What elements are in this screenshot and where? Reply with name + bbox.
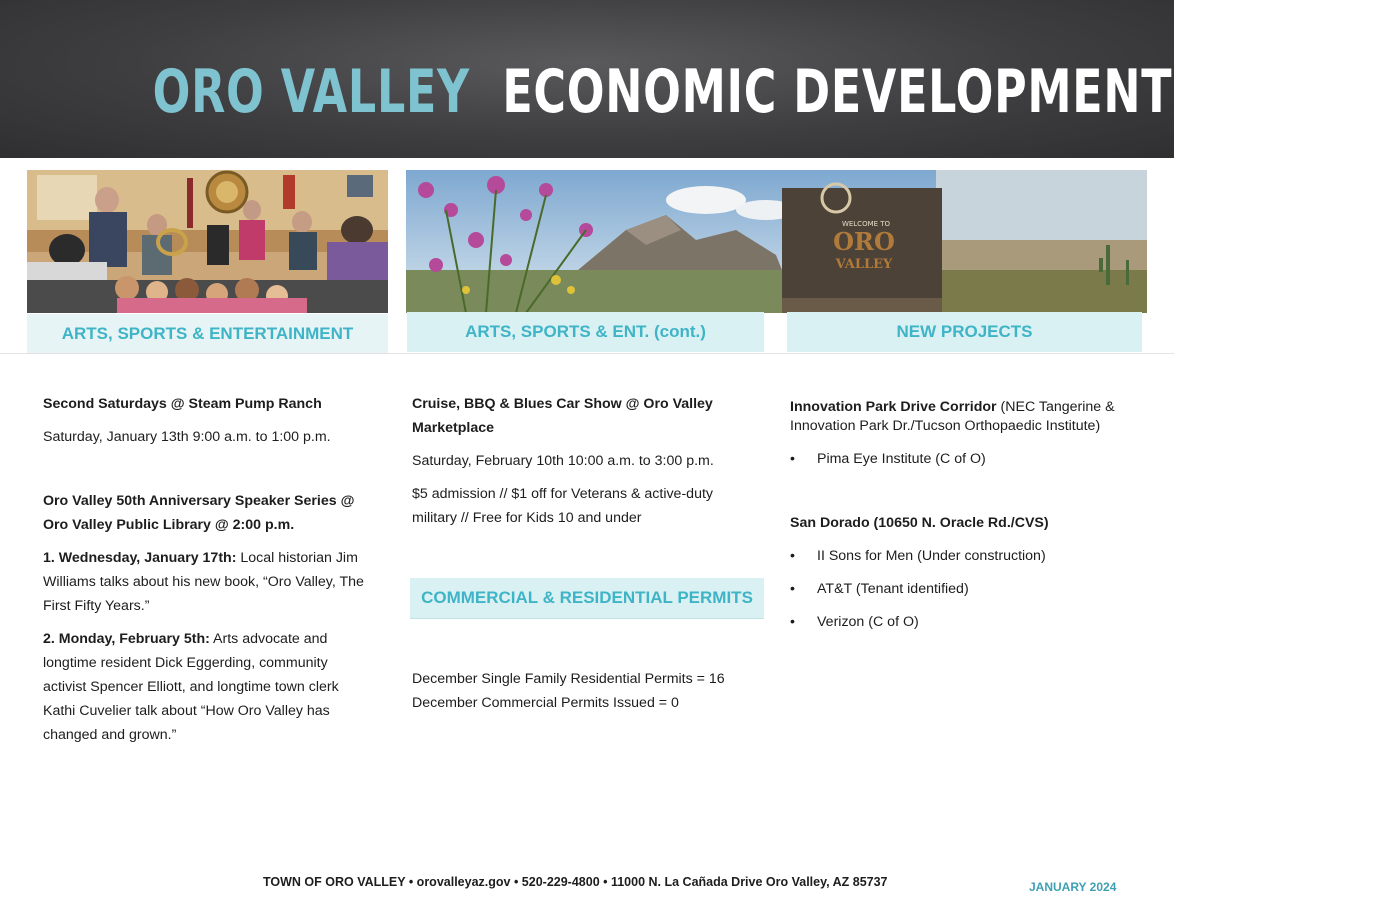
column-arts-cont <box>412 392 757 530</box>
list-item-text: II Sons for Men (Under construction) <box>817 548 1046 564</box>
project-location: (NEC Tangerine & Innovation Park Dr./Tucson Orthopaedic Institute) <box>790 399 1115 434</box>
section-heading-permits: COMMERCIAL & RESIDENTIAL PERMITS <box>410 578 764 619</box>
sign-oro-text: ORO <box>833 227 895 256</box>
sign-welcome-text: WELCOME TO <box>841 220 891 228</box>
speaker-item-1 <box>43 546 373 618</box>
project-list <box>790 450 1140 469</box>
footer-date: JANUARY 2024 <box>1029 880 1117 894</box>
column-new-projects <box>790 398 1140 632</box>
list-item: • Pima Eye Institute (C of O) <box>790 451 986 467</box>
event-title: Second Saturdays @ Steam Pump Ranch <box>43 396 322 412</box>
list-item-text: Verizon (C of O) <box>817 614 919 630</box>
speaker-item-2 <box>43 627 373 747</box>
list-item: • II Sons for Men (Under construction) <box>790 548 1046 564</box>
speaker-item-text: Arts advocate and longtime resident Dick Eggerding, community activist Spencer Elliott, and longtime town clerk Kathi Cuvelier talk about “How Oro Valley has changed and grown.” <box>43 631 339 743</box>
title-main: ECONOMIC DEVELOPMENT UPDATE <box>502 57 1390 127</box>
footer-contact: TOWN OF ORO VALLEY • orovalleyaz.gov • 520-229-4800 • 11000 N. La Cañada Drive Oro Valley, AZ 85737 <box>263 875 888 889</box>
project-heading <box>790 398 1140 436</box>
permits-stats <box>412 667 757 715</box>
speaker-item-date: 1. Wednesday, January 17th: <box>43 550 237 566</box>
event-admission: $5 admission // $1 off for Veterans & active-duty military // Free for Kids 10 and under <box>412 486 713 526</box>
sign-valley-text: VALLEY <box>835 257 893 272</box>
section-heading-new-projects: NEW PROJECTS <box>787 312 1142 352</box>
project-list <box>790 547 1140 632</box>
list-item-text: AT&T (Tenant identified) <box>817 581 969 597</box>
permit-residential: December Single Family Residential Permits = 16 <box>412 671 725 687</box>
column-arts <box>43 392 373 747</box>
photo-concert <box>27 170 388 313</box>
event-title: Oro Valley 50th Anniversary Speaker Series @ Oro Valley Public Library @ 2:00 p.m. <box>43 493 355 533</box>
speaker-item-date: 2. Monday, February 5th: <box>43 631 210 647</box>
event-title: Cruise, BBQ & Blues Car Show @ Oro Valley Marketplace <box>412 396 713 436</box>
list-item: • Verizon (C of O) <box>790 614 919 630</box>
event-date: Saturday, February 10th 10:00 a.m. to 3:00 p.m. <box>412 453 714 469</box>
permit-commercial: December Commercial Permits Issued = 0 <box>412 695 679 711</box>
event-date: Saturday, January 13th 9:00 a.m. to 1:00 p.m. <box>43 429 331 445</box>
list-item-text: Pima Eye Institute (C of O) <box>817 451 986 467</box>
speaker-item-text: Local historian Jim Williams talks about his new book, “Oro Valley, The First Fifty Years.” <box>43 550 364 614</box>
header-banner <box>0 0 1390 158</box>
page-title <box>152 52 1390 132</box>
section-heading-arts: ARTS, SPORTS & ENTERTAINMENT <box>27 314 388 354</box>
list-item: • AT&T (Tenant identified) <box>790 581 969 597</box>
title-accent: ORO VALLEY <box>152 57 470 127</box>
header-divider <box>0 353 1174 354</box>
photo-landscape <box>406 170 1147 313</box>
project-heading: San Dorado (10650 N. Oracle Rd./CVS) <box>790 515 1049 531</box>
project-name: Innovation Park Drive Corridor <box>790 399 997 415</box>
section-heading-arts-cont: ARTS, SPORTS & ENT. (cont.) <box>407 312 764 352</box>
